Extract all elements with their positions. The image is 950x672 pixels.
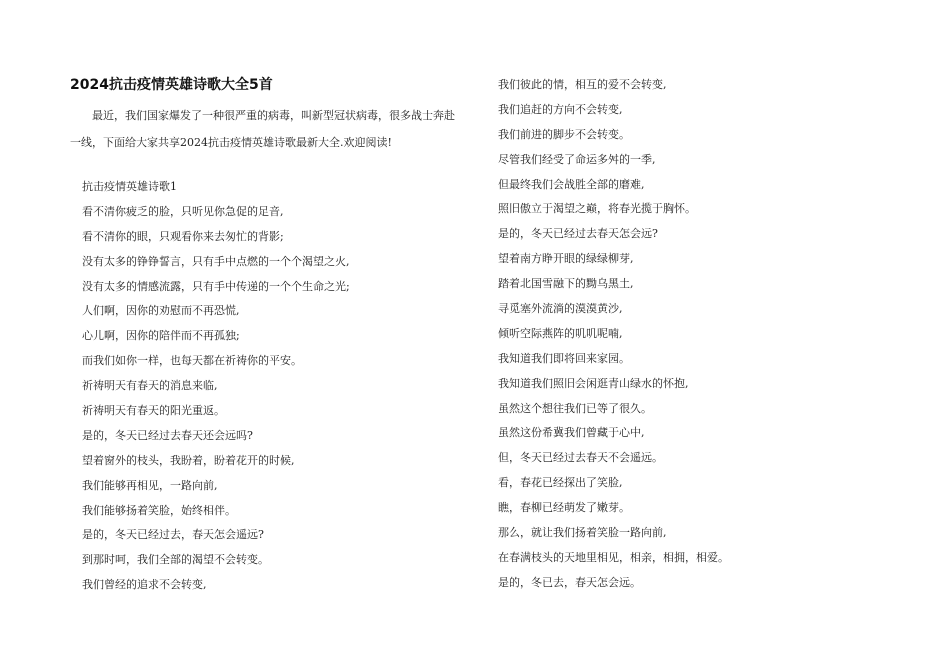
poem-line: 虽然这份希冀我们曾藏于心中,: [498, 426, 645, 440]
poem-line: 寻觅塞外流淌的漠漠黄沙,: [498, 302, 623, 316]
left-poem-lines: [82, 175, 350, 598]
poem-line: 看不清你的眼，只观看你来去匆忙的背影;: [82, 229, 284, 243]
document-title: 2024抗击疫情英雄诗歌大全5首: [70, 77, 273, 93]
poem-line: 看不清你疲乏的脸，只听见你急促的足音,: [82, 204, 284, 218]
poem-line: 是的，冬天已经过去春天还会远吗?: [82, 428, 253, 442]
poem-line: 望着南方睁开眼的绿绿柳芽,: [498, 252, 634, 266]
poem-line: 在春满枝头的天地里相见，相亲，相拥，相爱。: [498, 550, 729, 564]
poem-line: 是的，冬天已经过去，春天怎会遥远?: [82, 528, 264, 542]
poem-line: 我们能够再相见，一路向前,: [82, 478, 218, 492]
poem-line: 看，春花已经探出了笑脸,: [498, 476, 623, 490]
intro-paragraph: 最近，我们国家爆发了一种很严重的病毒，叫新型冠状病毒，很多战士奔赴一线，下面给大家共享2024抗击疫情英雄诗歌最新大全.欢迎阅读!: [70, 109, 455, 149]
poem-line: 是的，冬已去，春天怎会远。: [498, 575, 641, 589]
poem-line: 那么，就让我们扬着笑脸一路向前,: [498, 526, 667, 540]
poem-line: 我们前进的脚步不会转变。: [498, 127, 630, 141]
poem-line: 祈祷明天有春天的消息来临,: [82, 379, 218, 393]
poem-line: 我们彼此的情，相互的爱不会转变,: [498, 78, 667, 91]
poem-line: 我知道我们即将回来家园。: [498, 351, 630, 365]
poem-line: 是的，冬天已经过去春天怎会远?: [498, 227, 658, 241]
poem-line: 而我们如你一样，也每天都在祈祷你的平安。: [82, 354, 302, 368]
poem-heading: 抗击疫情英雄诗歌1: [82, 180, 177, 193]
poem-line: 虽然这个想往我们已等了很久。: [498, 401, 652, 415]
poem-line: 心儿啊，因你的陪伴而不再孤独;: [82, 329, 240, 343]
poem-line: 望着窗外的枝头，我盼着，盼着花开的时候,: [82, 453, 295, 467]
poem-line: 倾听空际燕阵的叽叽呢喃,: [498, 326, 623, 340]
poem-line: 我知道我们照旧会闲逛青山绿水的怀抱,: [498, 376, 689, 390]
poem-line: 我们曾经的追求不会转变,: [82, 578, 207, 592]
poem-line: 尽管我们经受了命运多舛的一季,: [498, 152, 656, 166]
poem-line: 瞧，春柳已经萌发了嫩芽。: [498, 501, 630, 515]
poem-line: 没有太多的铮铮誓言，只有手中点燃的一个个渴望之火,: [82, 254, 350, 268]
poem-line: 我们能够扬着笑脸，始终相伴。: [82, 503, 236, 517]
poem-line: 但，冬天已经过去春天不会遥远。: [498, 451, 663, 465]
poem-line: 祈祷明天有春天的阳光重返。: [82, 404, 225, 418]
poem-line: 到那时呵，我们全部的渴望不会转变。: [82, 553, 269, 567]
right-poem-lines: [498, 73, 729, 596]
poem-line: 没有太多的情感流露，只有手中传递的一个个生命之光;: [82, 279, 350, 293]
poem-line: 但最终我们会战胜全部的磨难,: [498, 177, 645, 191]
poem-line: 照旧傲立于渴望之巅，将春光揽于胸怀。: [498, 202, 696, 216]
poem-line: 我们追赶的方向不会转变,: [498, 102, 623, 116]
poem-line: 人们啊，因你的劝慰而不再恐慌,: [82, 304, 240, 318]
poem-line: 踏着北国雪融下的黝乌黑土,: [498, 277, 634, 291]
